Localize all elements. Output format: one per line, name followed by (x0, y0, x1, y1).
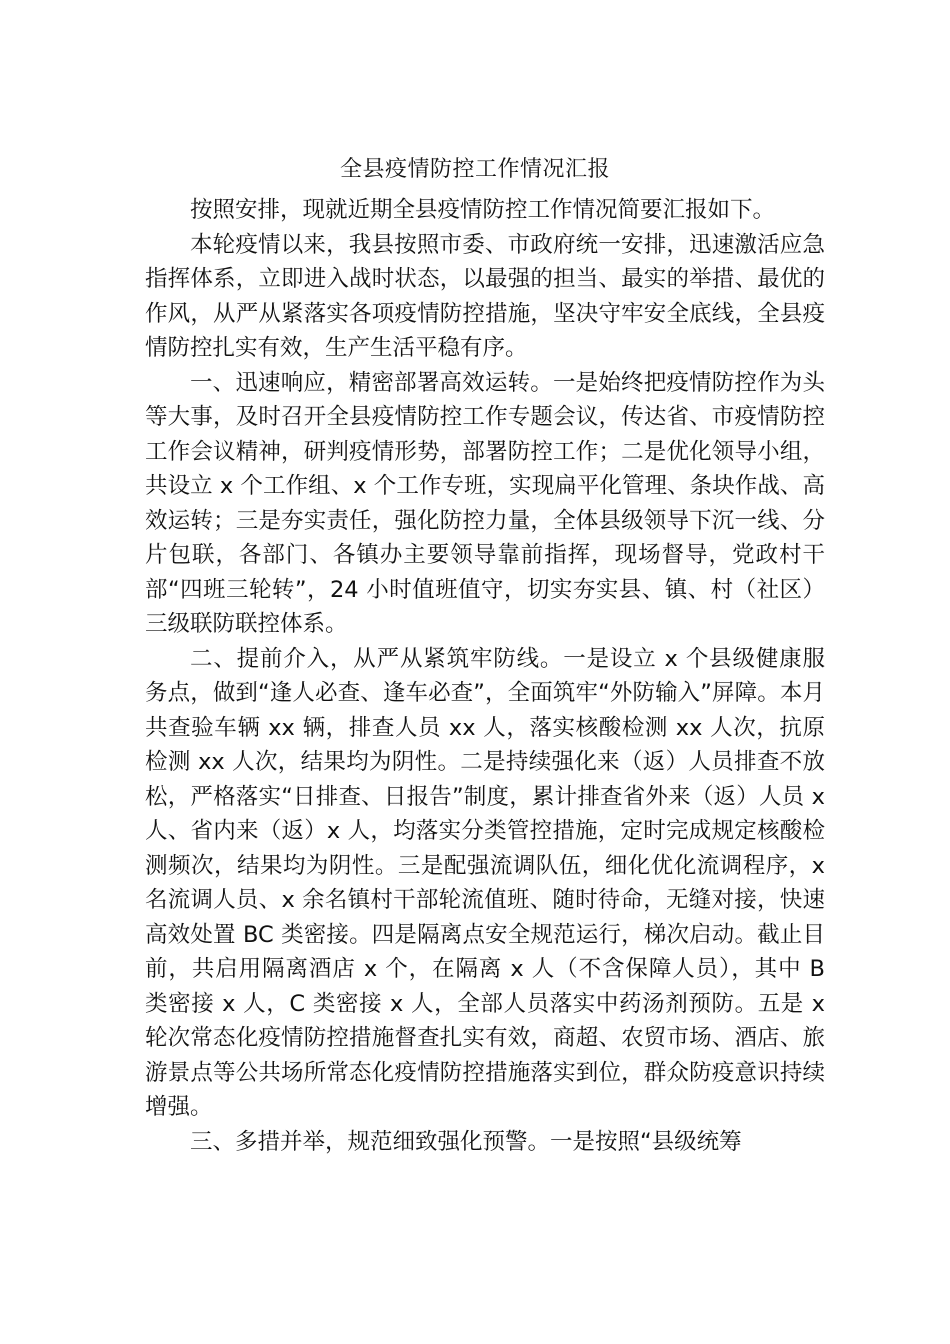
document-body (145, 193, 825, 1159)
paragraph-section-3: 三、多措并举，规范细致强化预警。一是按照“县级统筹 (190, 1128, 742, 1155)
paragraph-intro: 按照安排，现就近期全县疫情防控工作情况简要汇报如下。 (190, 197, 776, 223)
paragraph-section-1: 一、迅速响应，精密部署高效运转。一是始终把疫情防控作为头等大事，及时召开全县疫情防控工作专题会议，传达省、市疫情防控工作会议精神，研判疫情形势，部署防控工作；二是优化领导小组，共设立 x 个工作组、x 个工作专班，实现扁平化管理、条块作战、高效运转；三是夯实责任，强化防控力量，全体县级领导下沉一线、分片包联，各部门、各镇办主要领导靠前指挥，现场督导，党政村干部“四班三轮转”，24 小时值班值守，切实夯实县、镇、村（社区）三级联防联控体系。 (145, 369, 825, 637)
document-title: 全县疫情防控工作情况汇报 (339, 157, 610, 182)
paragraph-section-2: 二、提前介入，从严从紧筑牢防线。一是设立 x 个县级健康服务点，做到“逢人必查、逢车必查”，全面筑牢“外防输入”屏障。本月共查验车辆 xx 辆，排查人员 xx 人，落实核酸检测 xx 人次，抗原检测 xx 人次，结果均为阴性。二是持续强化来（返）人员排查不放松，严格落实“日排查、日报告”制度，累计排查省外来（返）人员 x 人、省内来（返）x 人，均落实分类管控措施，定时完成规定核酸检测频次，结果均为阴性。三是配强流调队伍，细化优化流调程序，x 名流调人员、x 余名镇村干部轮流值班、随时待命，无缝对接，快速高效处置 BC 类密接。四是隔离点安全规范运行，梯次启动。截止目前，共启用隔离酒店 x 个，在隔离 x 人（不含保障人员），其中 B 类密接 x 人，C 类密接 x 人，全部人员落实中药汤剂预防。五是 x 轮次常态化疫情防控措施督查扎实有效，商超、农贸市场、酒店、旅游景点等公共场所常态化疫情防控措施落实到位，群众防疫意识持续增强。 (145, 645, 825, 1120)
paragraph-overview: 本轮疫情以来，我县按照市委、市政府统一安排，迅速激活应急指挥体系，立即进入战时状态，以最强的担当、最实的举措、最优的作风，从严从紧落实各项疫情防控措施，坚决守牢安全底线，全县疫情防控扎实有效，生产生活平稳有序。 (145, 231, 825, 361)
